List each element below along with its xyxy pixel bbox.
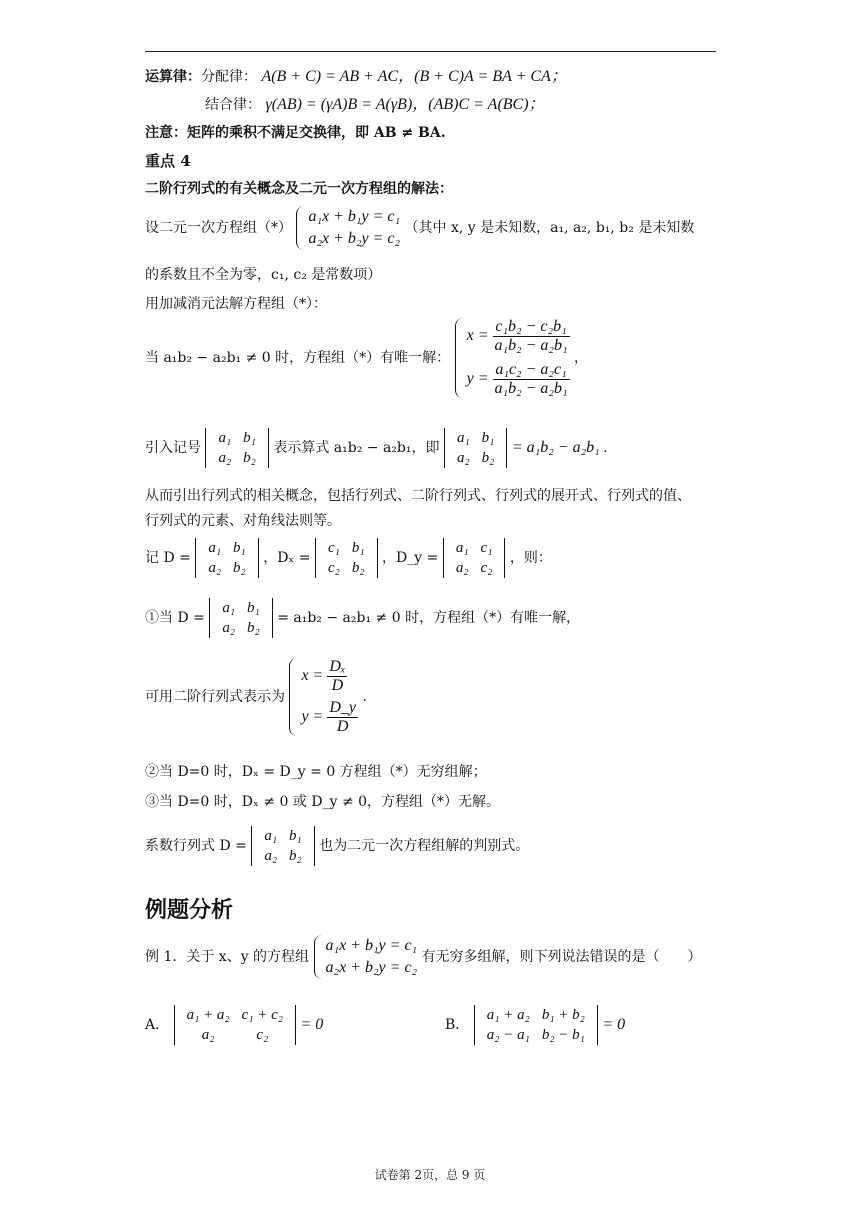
setup-prefix: 设二元一次方程组（*） xyxy=(145,220,292,236)
cramer-system xyxy=(289,658,358,736)
matrix-element: b₁ xyxy=(247,600,260,616)
option-a-determinant xyxy=(174,1005,296,1045)
determinant-ab-2 xyxy=(444,428,507,468)
definitions-line xyxy=(145,538,552,578)
case3-line: ③当 D=0 时，Dₓ ≠ 0 或 D_y ≠ 0，方程组（*）无解。 xyxy=(145,794,501,810)
discriminant-line xyxy=(145,826,529,866)
case1-suffix: = a₁b₂ − a₂b₁ ≠ 0 时，方程组（*）有唯一解， xyxy=(277,610,581,626)
matrix-element: a₁ xyxy=(208,540,222,556)
matrix-element: a₂ xyxy=(455,560,469,576)
y-lhs: y = xyxy=(466,370,489,388)
case1-expression xyxy=(145,658,367,736)
example1-system xyxy=(314,935,418,979)
option-b[interactable] xyxy=(445,1005,625,1045)
defs-dx: ，Dₓ = xyxy=(263,550,311,566)
matrix-element: a₂ xyxy=(222,620,236,636)
note-text: 矩阵的乘积不满足交换律，即 AB ≠ BA. xyxy=(187,125,446,141)
matrix-element: a₂ xyxy=(456,450,470,466)
matrix-element: b₂ xyxy=(247,620,260,636)
matrix-element: c₁ + c₂ xyxy=(241,1007,284,1023)
matrix-element: b₂ xyxy=(351,560,365,576)
concepts-line2: 行列式的元素、对角线法则等。 xyxy=(145,513,341,529)
matrix-element: a₁ xyxy=(222,600,236,616)
note-line xyxy=(145,124,446,142)
determinant-dy xyxy=(443,538,506,578)
matrix-element: b₁ xyxy=(289,828,302,844)
case1-expr-prefix: 可用二阶行列式表示为 xyxy=(145,689,285,705)
system-eq1: a₁x + b₁y = c₁ xyxy=(308,208,401,225)
note-label: 注意： xyxy=(145,125,187,141)
example1-suffix: 有无穷多组解，则下列说法错误的是（ ） xyxy=(421,949,702,965)
example1-prefix: 例 1．关于 x、y 的方程组 xyxy=(145,949,310,965)
discriminant-suffix: 也为二元一次方程组解的判别式。 xyxy=(319,838,530,854)
header-rule xyxy=(145,51,716,52)
case2-line: ②当 D=0 时，Dₓ = D_y = 0 方程组（*）无穷组解； xyxy=(145,764,487,780)
cramer-x-num: Dₓ xyxy=(329,658,346,675)
determinant-d xyxy=(195,538,258,578)
distributive-formula: A(B + C) = AB + AC，(B + C)A = BA + CA； xyxy=(261,68,567,85)
key-point-title: 重点 4 xyxy=(145,152,191,170)
matrix-element: b₂ xyxy=(289,848,302,864)
distributive-label: 分配律： xyxy=(201,69,257,85)
case1-end: . xyxy=(362,689,367,705)
y-denominator: a₁b₂ − a₂b₁ xyxy=(494,380,568,397)
x-numerator: c₁b₂ − c₂b₁ xyxy=(493,318,570,337)
matrix-element: b₂ − b₁ xyxy=(541,1027,585,1043)
notation-line xyxy=(145,428,608,468)
matrix-element: b₁ xyxy=(233,540,246,556)
determinant-case1 xyxy=(209,598,272,638)
notation-prefix: 引入记号 xyxy=(145,440,201,456)
matrix-element: b₁ xyxy=(243,430,256,446)
x-lhs: x = xyxy=(466,327,489,345)
unique-end: ， xyxy=(574,350,588,366)
page-footer: 试卷第 2页，总 9 页 xyxy=(374,1168,486,1182)
defs-prefix: 记 D = xyxy=(145,550,191,566)
cramer-y-num: D_y xyxy=(329,699,357,716)
matrix-element: b₂ xyxy=(233,560,246,576)
matrix-element: a₂ xyxy=(201,1027,215,1043)
notation-end: = a₁b₂ − a₂b₁ . xyxy=(511,439,608,456)
cramer-y-den: D xyxy=(336,718,349,735)
setup-line xyxy=(145,206,694,250)
case1-line xyxy=(145,598,580,638)
example1-line xyxy=(145,935,702,979)
matrix-element: a₁ xyxy=(218,430,232,446)
determinant-dx xyxy=(315,538,378,578)
matrix-element: a₂ xyxy=(208,560,222,576)
matrix-element: a₁ + a₂ xyxy=(486,1007,530,1023)
unique-prefix: 当 a₁b₂ − a₂b₁ ≠ 0 时，方程组（*）有唯一解： xyxy=(145,350,451,366)
method-line: 用加减消元法解方程组（*）： xyxy=(145,296,327,312)
matrix-element: c₂ xyxy=(328,560,340,576)
example-heading: 例题分析 xyxy=(145,898,234,923)
matrix-element: a₁ + a₂ xyxy=(186,1007,230,1023)
associative-label: 结合律： xyxy=(205,97,261,113)
matrix-element: c₂ xyxy=(480,560,493,576)
defs-end: ，则： xyxy=(509,550,552,566)
unique-solution-line xyxy=(145,318,588,398)
option-b-label: B． xyxy=(445,1017,470,1033)
setup-suffix: （其中 x, y 是未知数，a₁, a₂, b₁, b₂ 是未知数 xyxy=(404,220,695,236)
determinant-discriminant xyxy=(251,826,314,866)
option-b-end: = 0 xyxy=(602,1016,626,1033)
option-a[interactable] xyxy=(145,1005,323,1045)
associative-line xyxy=(205,96,545,114)
notation-middle: 表示算式 a₁b₂ − a₂b₁，即 xyxy=(273,440,440,456)
y-numerator: a₁c₂ − a₂c₁ xyxy=(493,361,570,380)
case1-prefix: ①当 D = xyxy=(145,610,205,626)
system-eq2: a₂x + b₂y = c₂ xyxy=(308,230,401,247)
matrix-element: a₂ xyxy=(218,450,232,466)
example1-eq2: a₂x + b₂y = c₂ xyxy=(325,959,418,976)
setup-line2: 的系数且不全为零，c₁, c₂ 是常数项） xyxy=(145,267,382,283)
matrix-element: b₁ + b₂ xyxy=(541,1007,585,1023)
equation-system xyxy=(296,206,400,250)
determinant-ab xyxy=(205,428,268,468)
matrix-element: a₂ − a₁ xyxy=(486,1027,530,1043)
solution-system xyxy=(455,318,570,398)
matrix-element: b₁ xyxy=(481,430,495,446)
matrix-element: a₂ xyxy=(264,848,278,864)
matrix-element: a₁ xyxy=(455,540,469,556)
matrix-element: a₁ xyxy=(264,828,278,844)
matrix-element: c₁ xyxy=(480,540,493,556)
section-title: 二阶行列式的有关概念及二元一次方程组的解法： xyxy=(145,181,453,197)
option-a-end: = 0 xyxy=(300,1016,324,1033)
matrix-element: c₂ xyxy=(256,1027,269,1043)
x-denominator: a₁b₂ − a₂b₁ xyxy=(494,337,568,354)
matrix-element: b₂ xyxy=(481,450,495,466)
cramer-y-lhs: y = xyxy=(301,708,324,726)
matrix-element: c₁ xyxy=(328,540,340,556)
cramer-x-lhs: x = xyxy=(301,667,324,685)
option-b-determinant xyxy=(474,1005,598,1045)
matrix-element: b₂ xyxy=(243,450,256,466)
rules-label: 运算律： xyxy=(145,69,201,85)
matrix-element: a₁ xyxy=(456,430,470,446)
discriminant-prefix: 系数行列式 D = xyxy=(145,838,247,854)
matrix-element: b₁ xyxy=(351,540,365,556)
associative-formula: γ(AB) = (γA)B = A(γB)，(AB)C = A(BC)； xyxy=(265,96,545,113)
example1-eq1: a₁x + b₁y = c₁ xyxy=(325,937,418,954)
cramer-x-den: D xyxy=(331,677,344,694)
option-a-label: A． xyxy=(145,1017,170,1033)
concepts-line1: 从而引出行列式的相关概念，包括行列式、二阶行列式、行列式的展开式、行列式的值、 xyxy=(145,488,691,504)
operation-rules-line xyxy=(145,68,567,86)
defs-dy: ，D_y = xyxy=(382,550,439,566)
